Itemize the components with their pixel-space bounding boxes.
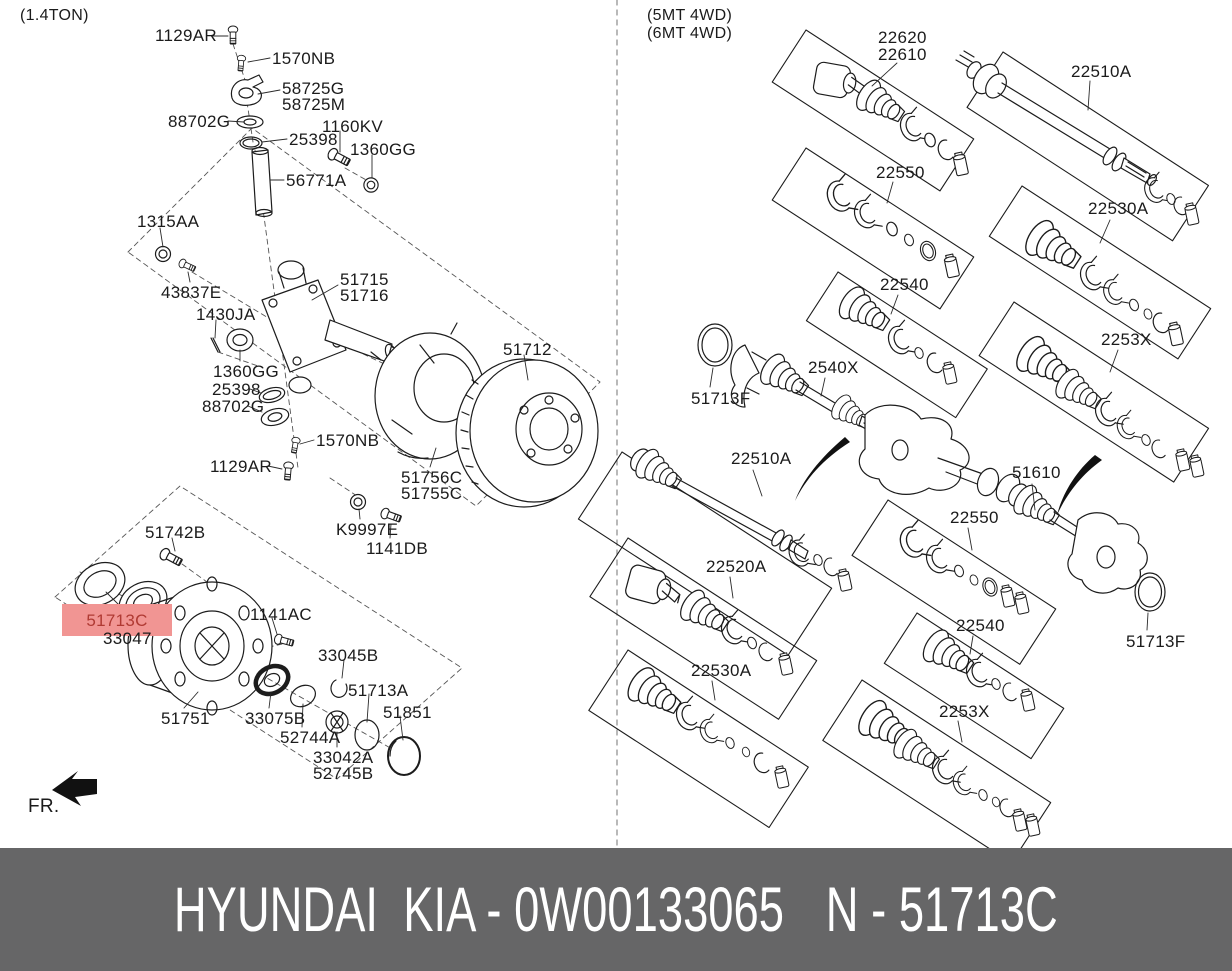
part-label-22520a[interactable]: 22520A (706, 557, 767, 576)
part-label-33042a[interactable]: 33042A (313, 748, 374, 767)
part-label-22620[interactable]: 22620 (878, 28, 927, 47)
fr-direction-label: FR. (28, 796, 60, 817)
kit-22550-bottom-contents (895, 520, 1029, 614)
part-label-58725g[interactable]: 58725G (282, 79, 345, 98)
brake-disc-51712-sketch (456, 359, 598, 507)
part-label-22530a-top[interactable]: 22530A (1088, 199, 1149, 218)
part-label-2540x[interactable]: 2540X (808, 358, 859, 377)
part-label-51742b[interactable]: 51742B (145, 523, 206, 542)
part-label-22530a-bottom[interactable]: 22530A (691, 661, 752, 680)
part-label-58725m[interactable]: 58725M (282, 95, 346, 114)
kit-2253x-top-contents (1011, 332, 1204, 478)
part-label-1160kv[interactable]: 1160KV (322, 117, 384, 136)
part-label-22510a-top[interactable]: 22510A (1071, 62, 1132, 81)
part-label-88702g-top[interactable]: 88702G (168, 112, 231, 131)
part-label-22550-top[interactable]: 22550 (876, 163, 925, 182)
part-label-2253x-bottom[interactable]: 2253X (939, 702, 990, 721)
part-label-56771a[interactable]: 56771A (286, 171, 347, 190)
kit-22530a-bottom-contents (623, 663, 789, 788)
part-label-1141db[interactable]: 1141DB (366, 539, 428, 558)
kit-22530a-top-contents (1020, 216, 1183, 349)
part-label-25398-mid[interactable]: 25398 (212, 380, 261, 399)
part-label-51713c-highlighted[interactable]: 51713C (62, 604, 172, 636)
part-label-51751[interactable]: 51751 (161, 709, 210, 728)
section-tag-6mt4wd: (6MT 4WD) (647, 25, 733, 42)
part-label-51851[interactable]: 51851 (383, 703, 432, 722)
part-label-52744a[interactable]: 52744A (280, 728, 341, 747)
part-label-1570nb-top[interactable]: 1570NB (272, 49, 336, 68)
part-label-51610[interactable]: 51610 (1012, 463, 1061, 482)
part-label-1141ac[interactable]: 1141AC (250, 605, 312, 624)
part-label-1360gg-top[interactable]: 1360GG (350, 140, 417, 159)
part-label-51756c[interactable]: 51756C (401, 468, 463, 487)
part-label-1315aa[interactable]: 1315AA (137, 212, 200, 231)
part-label-25398-top[interactable]: 25398 (289, 130, 338, 149)
part-label-1129ar-mid[interactable]: 1129AR (210, 457, 272, 476)
part-label-1129ar-top[interactable]: 1129AR (155, 26, 217, 45)
part-label-22540-top[interactable]: 22540 (880, 275, 929, 294)
banner-text-right: N - 51713C (825, 874, 1058, 945)
section-tag-5mt4wd: (5MT 4WD) (647, 7, 733, 24)
part-label-1360gg-mid[interactable]: 1360GG (213, 362, 280, 381)
kit-22540-bottom-contents (918, 626, 1035, 712)
part-label-51713f-left[interactable]: 51713F (691, 389, 751, 408)
part-label-33075b[interactable]: 33075B (245, 709, 306, 728)
axle-2540x-sketch (698, 324, 1002, 501)
banner-text (174, 874, 1058, 946)
part-label-2253x-top[interactable]: 2253X (1101, 330, 1152, 349)
part-label-1570nb-mid[interactable]: 1570NB (316, 431, 380, 450)
part-label-51755c[interactable]: 51755C (401, 484, 463, 503)
part-label-1430ja[interactable]: 1430JA (196, 305, 256, 324)
banner-text-left: HYUNDAI KIA - 0W00133065 (174, 874, 785, 945)
part-label-22510a-mid[interactable]: 22510A (731, 449, 792, 468)
kit-22520a-contents (624, 564, 793, 676)
part-label-22540-bottom[interactable]: 22540 (956, 616, 1005, 635)
catalog-footer-banner (0, 848, 1232, 971)
part-label-k9997e[interactable]: K9997E (336, 520, 399, 539)
part-label-43837e[interactable]: 43837E (161, 283, 222, 302)
part-label-88702g-mid[interactable]: 88702G (202, 397, 265, 416)
section-tag-14ton: (1.4TON) (20, 7, 89, 24)
part-label-51715[interactable]: 51715 (340, 270, 389, 289)
part-label-51712[interactable]: 51712 (503, 340, 552, 359)
part-label-51713a[interactable]: 51713A (348, 681, 409, 700)
part-label-51716[interactable]: 51716 (340, 286, 389, 305)
part-label-33045b[interactable]: 33045B (318, 646, 379, 665)
part-label-22550-bottom[interactable]: 22550 (950, 508, 999, 527)
part-label-22610[interactable]: 22610 (878, 45, 927, 64)
part-label-52745b[interactable]: 52745B (313, 764, 374, 783)
part-label-51713f-right[interactable]: 51713F (1126, 632, 1186, 651)
part-label-33047[interactable]: 33047 (103, 629, 152, 648)
